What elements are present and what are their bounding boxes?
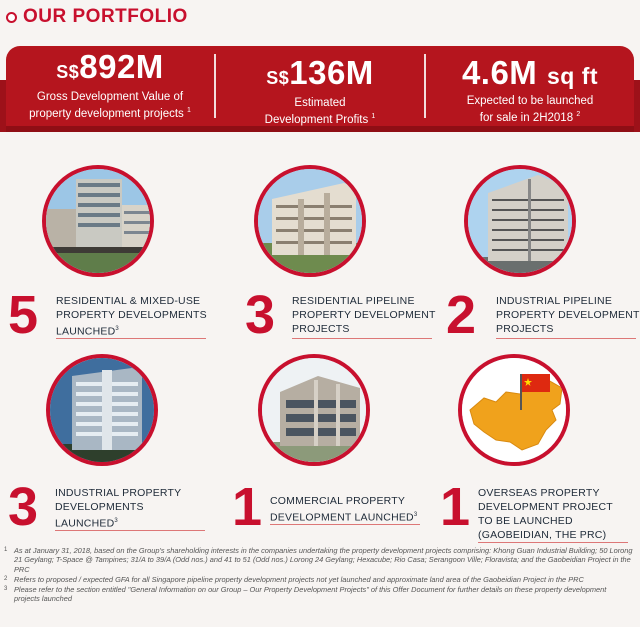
count-overseas-project: 1 [440,477,471,537]
residential-building-photo [42,165,154,277]
stat-desc-line2: for sale in 2H2018 [479,111,574,124]
divider [292,338,432,339]
page-title: OUR PORTFOLIO [23,6,188,27]
label-residential-pipeline: RESIDENTIAL PIPELINE PROPERTY DEVELOPMENT PROJECTS [292,295,436,335]
divider [56,338,206,339]
count-residential-pipeline: 3 [245,285,276,345]
footnote-mark: 3 [115,326,119,332]
stat-value: 4.6M [461,54,538,91]
stat-prefix: S$ [56,62,80,82]
stat-gdv [6,46,214,126]
count-residential-launched: 5 [8,285,39,345]
divider [270,524,420,525]
stat-footnote-mark: 1 [371,113,376,120]
stat-desc-line1: Estimated [294,97,346,109]
stat-profits [214,54,424,126]
count-industrial-launched: 3 [8,477,39,537]
count-industrial-pipeline: 2 [446,285,477,345]
stat-value: 136M [289,54,374,91]
footnote-mark: 3 [114,518,118,524]
count-commercial-launched: 1 [232,477,263,537]
stat-footnote-mark: 1 [187,107,191,114]
stat-desc-line1: Expected to be launched [466,95,594,107]
stat-footnote-mark: 2 [576,111,581,118]
industrial-building-photo [46,354,158,466]
stat-desc-line2: Development Profits [264,113,369,126]
stat-suffix: sq ft [546,63,599,89]
stat-prefix: S$ [266,68,290,88]
footnotes [4,546,634,605]
china-map-flag [458,354,570,466]
label-commercial-launched: COMMERCIAL PROPERTY DEVELOPMENT LAUNCHED$^3$ [270,495,418,524]
header [6,6,188,28]
divider [496,338,636,339]
footnote-mark: 3 [413,512,418,518]
stat-area [424,54,634,124]
footnote: 1 As at January 31, 2018, based on the Group's shareholding interests in the companies undertaking the property development projects comprising: Khong Guan Industrial Building; 50 Lorong 21 Geylang; T-Space @ Tampines; 31/A to 39/A (Odd nos.) and 41 to 51 (Odd nos.) Lorong 24 Geylang; Hexacube; Rio Casa; Serangoon Ville; Floravista; and the Gaobeidian Project in the PRC [4,546,633,574]
industrial-pipeline-photo [464,165,576,277]
footnote: 2 Refers to proposed / expected GFA for all Singapore pipeline property development projects not yet launched and approximate land area of the Gaobeidian Project in the PRC [4,574,584,584]
residential-pipeline-photo [254,165,366,277]
footnote: 3 Please refer to the section entitled "General Information on our Group – Our Property Development Projects" of this Offer Document for further details on these property development projects launched [4,585,607,604]
label-industrial-launched: INDUSTRIAL PROPERTY DEVELOPMENTS LAUNCHED$^3$ [55,487,182,530]
divider [478,542,628,543]
divider [55,530,205,531]
commercial-building-photo [258,354,370,466]
stats-banner [6,46,634,126]
stat-desc-line1: Gross Development Value of [36,91,184,103]
stat-value: 892M [79,48,164,85]
stat-desc-line2: property development projects [29,107,184,120]
label-overseas-project: OVERSEAS PROPERTY DEVELOPMENT PROJECT TO BE LAUNCHED (GAOBEIDIAN, THE PRC) [478,487,613,541]
bullet-ring-icon [6,12,17,23]
label-residential-launched: RESIDENTIAL & MIXED-USE PROPERTY DEVELOPMENTS LAUNCHED$^3$ [56,295,207,338]
label-industrial-pipeline: INDUSTRIAL PIPELINE PROPERTY DEVELOPMENT PROJECTS [496,295,640,335]
